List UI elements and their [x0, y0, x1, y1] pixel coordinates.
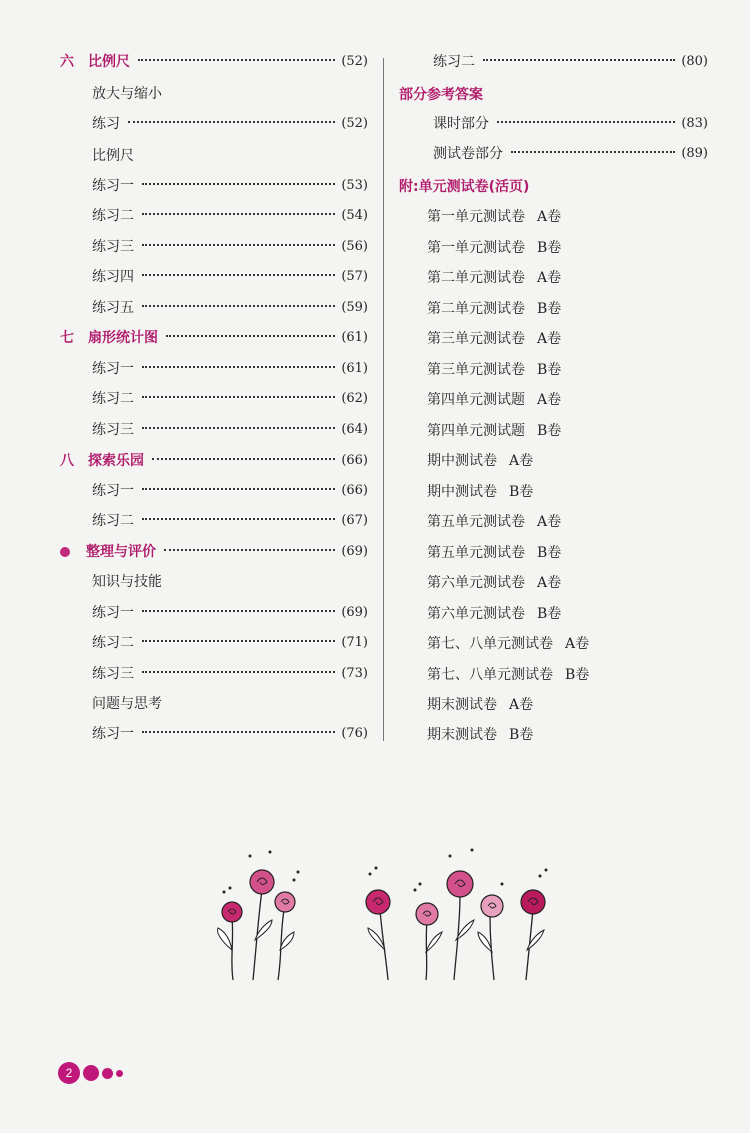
dot-leader — [511, 151, 675, 153]
page-ref: (57) — [341, 269, 368, 284]
page-ref: (64) — [341, 422, 368, 437]
appendix-heading[interactable]: 附:单元测试卷(活页) — [399, 179, 530, 195]
section-review-row[interactable] — [60, 542, 368, 562]
rose-flowers-illustration — [210, 840, 570, 990]
section-title: 探索乐园 — [88, 453, 144, 469]
test-version: B卷 — [537, 362, 562, 378]
dot-leader — [142, 366, 335, 368]
item-label: 练习四 — [92, 269, 134, 285]
test-version: A卷 — [509, 697, 534, 713]
test-name: 第五单元测试卷 — [427, 545, 525, 561]
page-ref: (69) — [341, 544, 368, 559]
dot-leader — [142, 274, 335, 276]
page-ref: (69) — [341, 605, 368, 620]
test-name: 第三单元测试卷 — [427, 331, 525, 347]
test-entry[interactable] — [427, 694, 533, 714]
test-name: 第一单元测试卷 — [427, 240, 525, 256]
test-version: B卷 — [537, 606, 562, 622]
dot-leader — [142, 671, 335, 673]
test-name: 期末测试卷 — [427, 727, 497, 743]
page-ref: (83) — [681, 116, 708, 131]
toc-item[interactable] — [92, 114, 368, 134]
page-ref: (67) — [341, 513, 368, 528]
test-name: 第七、八单元测试卷 — [427, 667, 553, 683]
test-version: B卷 — [537, 423, 562, 439]
test-version: B卷 — [565, 667, 590, 683]
test-entry[interactable] — [427, 389, 561, 409]
dot-leader — [142, 396, 335, 398]
toc-item[interactable] — [92, 237, 368, 257]
page-ref: (66) — [341, 483, 368, 498]
test-entry[interactable] — [427, 298, 561, 318]
bullet-icon — [60, 547, 70, 557]
test-name: 第二单元测试卷 — [427, 270, 525, 286]
item-label: 练习二 — [92, 391, 134, 407]
item-label: 练习三 — [92, 422, 134, 438]
test-entry[interactable] — [427, 572, 561, 592]
item-label: 练习三 — [92, 666, 134, 682]
item-label: 练习一 — [92, 605, 134, 621]
decor-dot — [83, 1065, 99, 1081]
toc-item[interactable] — [92, 724, 368, 744]
section-number: 七 — [60, 330, 74, 346]
toc-item[interactable] — [92, 481, 368, 501]
test-version: B卷 — [509, 727, 534, 743]
test-version: A卷 — [537, 392, 562, 408]
section-number: 六 — [60, 54, 74, 70]
test-entry[interactable] — [427, 724, 533, 744]
dot-leader — [142, 640, 335, 642]
dot-leader — [152, 458, 335, 460]
dot-leader — [483, 59, 675, 61]
dot-leader — [142, 213, 335, 215]
column-divider — [383, 58, 384, 741]
dot-leader — [142, 244, 335, 246]
item-label: 练习 — [92, 116, 120, 132]
test-name: 第二单元测试卷 — [427, 301, 525, 317]
item-label: 练习二 — [433, 54, 475, 70]
test-entry[interactable] — [427, 267, 561, 287]
page-ref: (59) — [341, 300, 368, 315]
test-version: B卷 — [537, 545, 562, 561]
test-version: A卷 — [537, 575, 562, 591]
dot-leader — [142, 427, 335, 429]
item-label: 练习三 — [92, 239, 134, 255]
test-version: A卷 — [509, 453, 534, 469]
test-entry[interactable] — [427, 328, 561, 348]
toc-item[interactable] — [92, 359, 368, 379]
test-entry[interactable] — [427, 542, 561, 562]
test-name: 第三单元测试卷 — [427, 362, 525, 378]
test-version: B卷 — [509, 484, 534, 500]
decor-dot — [116, 1070, 123, 1077]
test-name: 第六单元测试卷 — [427, 575, 525, 591]
dot-leader — [128, 121, 335, 123]
test-name: 第六单元测试卷 — [427, 606, 525, 622]
item-label: 练习二 — [92, 208, 134, 224]
page-ref: (89) — [681, 146, 708, 161]
dot-leader — [138, 59, 335, 61]
page-number-badge — [58, 1062, 123, 1084]
page-ref: (56) — [341, 239, 368, 254]
page-ref: (73) — [341, 666, 368, 681]
test-name: 第五单元测试卷 — [427, 514, 525, 530]
toc-item[interactable] — [92, 603, 368, 623]
page-ref: (62) — [341, 391, 368, 406]
page-ref: (71) — [341, 635, 368, 650]
dot-leader — [497, 121, 675, 123]
toc-item[interactable] — [433, 144, 708, 164]
test-entry[interactable] — [427, 420, 561, 440]
page-number: 2 — [58, 1062, 80, 1084]
toc-item[interactable] — [92, 298, 368, 318]
test-entry[interactable] — [427, 206, 561, 226]
toc-item[interactable] — [92, 389, 368, 409]
test-version: B卷 — [537, 240, 562, 256]
dot-leader — [142, 610, 335, 612]
page-ref: (52) — [341, 116, 368, 131]
item-label: 练习一 — [92, 178, 134, 194]
section-6-row[interactable] — [60, 52, 368, 72]
page-ref: (53) — [341, 178, 368, 193]
item-label: 练习二 — [92, 513, 134, 529]
test-name: 期中测试卷 — [427, 453, 497, 469]
test-version: B卷 — [537, 301, 562, 317]
section-number: 八 — [60, 453, 74, 469]
dot-leader — [142, 305, 335, 307]
test-name: 期中测试卷 — [427, 484, 497, 500]
page-ref: (76) — [341, 726, 368, 741]
section-title: 扇形统计图 — [88, 330, 158, 346]
toc-item[interactable] — [433, 52, 708, 72]
page-ref: (61) — [341, 361, 368, 376]
decor-dot — [102, 1068, 113, 1079]
item-label: 练习一 — [92, 726, 134, 742]
test-entry[interactable] — [427, 603, 561, 623]
toc-item[interactable] — [92, 267, 368, 287]
test-version: A卷 — [537, 514, 562, 530]
toc-item[interactable] — [92, 633, 368, 653]
test-entry[interactable] — [427, 359, 561, 379]
test-name: 第一单元测试卷 — [427, 209, 525, 225]
page-ref: (52) — [341, 54, 368, 69]
test-entry[interactable] — [427, 237, 561, 257]
test-version: A卷 — [537, 209, 562, 225]
section-title: 比例尺 — [88, 54, 130, 70]
dot-leader — [142, 731, 335, 733]
page-ref: (61) — [341, 330, 368, 345]
page-ref: (54) — [341, 208, 368, 223]
dot-leader — [142, 518, 335, 520]
toc-item[interactable] — [92, 176, 368, 196]
test-entry[interactable] — [427, 481, 533, 501]
test-version: A卷 — [565, 636, 590, 652]
section-8-row[interactable] — [60, 451, 368, 471]
test-name: 第七、八单元测试卷 — [427, 636, 553, 652]
test-entry[interactable] — [427, 450, 533, 470]
toc-item[interactable] — [433, 114, 708, 134]
section-title: 整理与评价 — [86, 544, 156, 560]
page-ref: (66) — [341, 453, 368, 468]
item-label: 练习一 — [92, 483, 134, 499]
test-version: A卷 — [537, 331, 562, 347]
toc-item[interactable] — [92, 420, 368, 440]
toc-item[interactable] — [92, 511, 368, 531]
item-label: 练习一 — [92, 361, 134, 377]
dot-leader — [142, 488, 335, 490]
subheading: 放大与缩小 — [92, 86, 162, 102]
dot-leader — [164, 549, 335, 551]
subheading: 知识与技能 — [92, 574, 162, 590]
toc-item[interactable] — [92, 206, 368, 226]
section-7-row[interactable] — [60, 328, 368, 348]
item-label: 练习二 — [92, 635, 134, 651]
subheading: 问题与思考 — [92, 696, 162, 712]
item-label: 课时部分 — [433, 116, 489, 132]
page-ref: (80) — [681, 54, 708, 69]
item-label: 测试卷部分 — [433, 146, 503, 162]
answers-heading[interactable]: 部分参考答案 — [399, 87, 483, 103]
test-name: 第四单元测试题 — [427, 392, 525, 408]
test-entry[interactable] — [427, 511, 561, 531]
dot-leader — [142, 183, 335, 185]
test-entry[interactable] — [427, 664, 589, 684]
test-name: 期末测试卷 — [427, 697, 497, 713]
dot-leader — [166, 335, 335, 337]
test-entry[interactable] — [427, 633, 589, 653]
test-name: 第四单元测试题 — [427, 423, 525, 439]
item-label: 练习五 — [92, 300, 134, 316]
test-version: A卷 — [537, 270, 562, 286]
subheading: 比例尺 — [92, 148, 134, 164]
toc-item[interactable] — [92, 664, 368, 684]
